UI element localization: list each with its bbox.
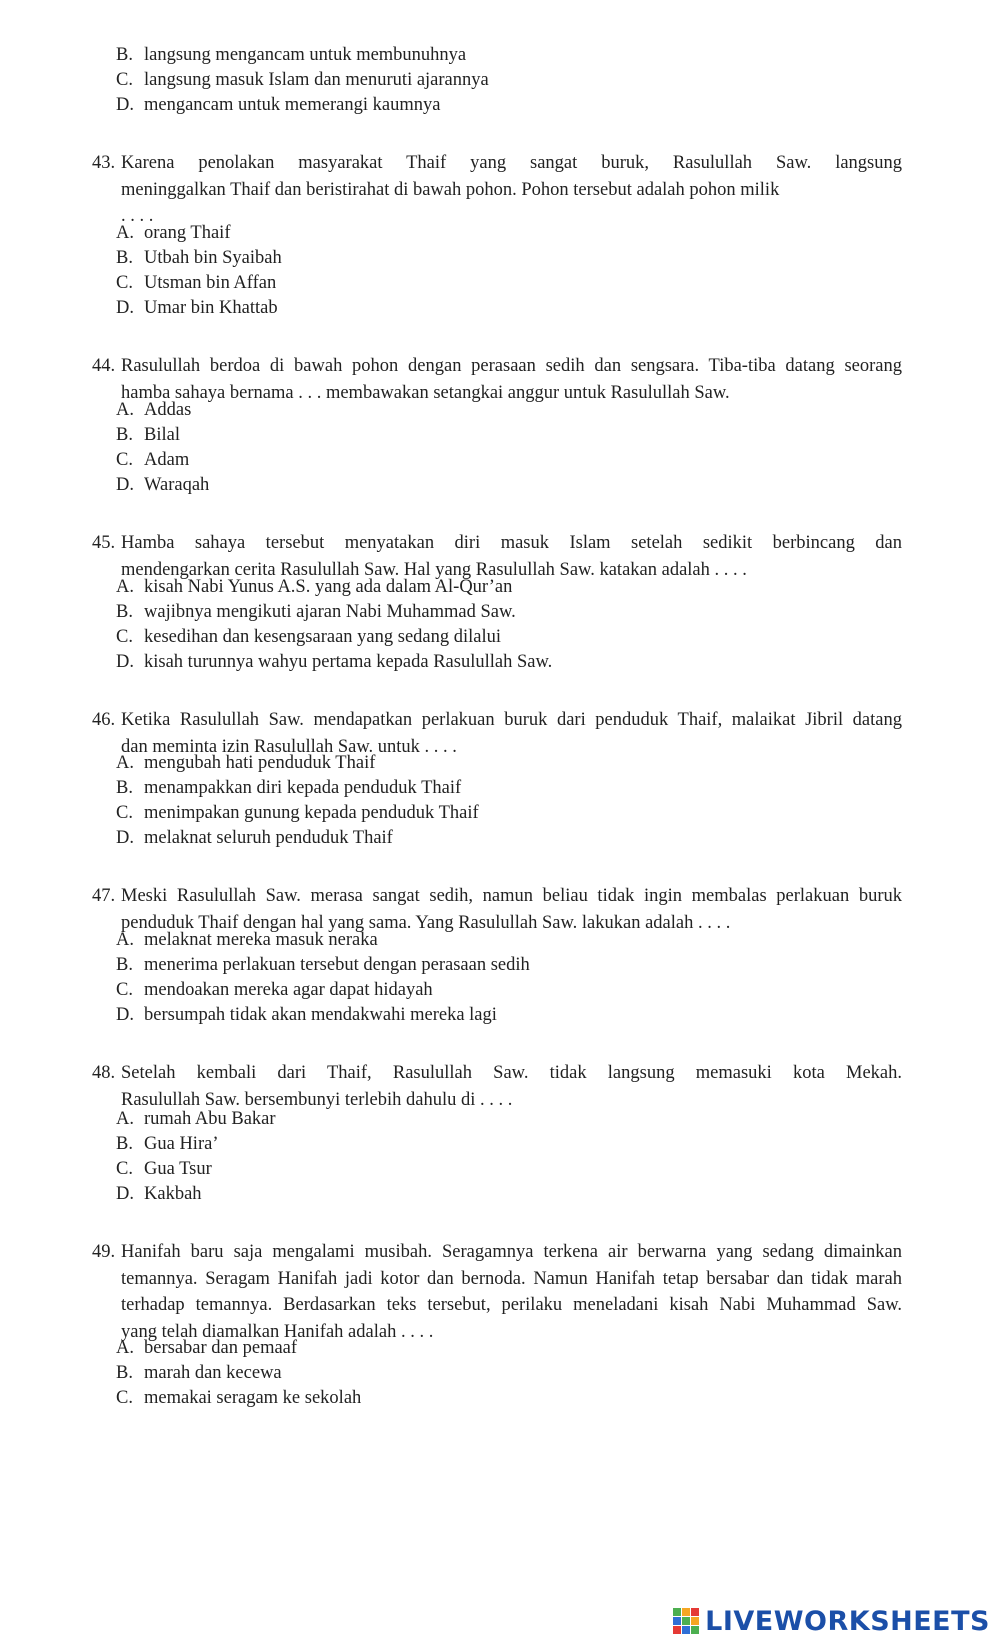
question-number: 44. (92, 356, 116, 376)
option-b[interactable]: B. menerima perlakuan tersebut dengan perasaan sedih (116, 955, 530, 975)
option-c[interactable]: C. Utsman bin Affan (116, 273, 277, 293)
liveworksheets-logo[interactable] (673, 1603, 990, 1639)
question-number: 47. (92, 886, 116, 906)
option-b[interactable]: B. langsung mengancam untuk membunuhnya (116, 45, 467, 65)
question-text: Karena penolakan masyarakat Thaif yang sangat buruk, Rasulullah Saw. langsung meninggalkan Thaif dan beristirahat di bawah pohon. Pohon tersebut adalah pohon milik . . . . (121, 153, 902, 226)
option-d[interactable]: D. Waraqah (116, 475, 210, 495)
option-a[interactable]: A. mengubah hati penduduk Thaif (116, 753, 376, 773)
option-a[interactable]: A. kisah Nabi Yunus A.S. yang ada dalam Al-Qur’an (116, 577, 513, 597)
option-c[interactable]: C. menimpakan gunung kepada penduduk Thaif (116, 803, 479, 823)
question-text: Rasulullah berdoa di bawah pohon dengan perasaan sedih dan sengsara. Tiba-tiba datang seorang hamba sahaya bernama . . . membawakan setangkai anggur untuk Rasulullah Saw. (121, 356, 902, 403)
question-number: 49. (92, 1242, 116, 1262)
option-c[interactable]: C. langsung masuk Islam dan menuruti ajarannya (116, 70, 489, 90)
question-number: 46. (92, 710, 116, 730)
option-b[interactable]: B. Gua Hira’ (116, 1134, 219, 1154)
question-number: 45. (92, 533, 116, 553)
option-c[interactable]: C. kesedihan dan kesengsaraan yang sedang dilalui (116, 627, 502, 647)
option-a[interactable]: A. orang Thaif (116, 223, 231, 243)
option-d[interactable]: D. melaknat seluruh penduduk Thaif (116, 828, 393, 848)
question-44 (92, 353, 902, 406)
option-d[interactable]: D. Umar bin Khattab (116, 298, 278, 318)
option-a[interactable]: A. bersabar dan pemaaf (116, 1338, 298, 1358)
question-number: 48. (92, 1063, 116, 1083)
question-number: 43. (92, 153, 116, 173)
option-b[interactable]: B. menampakkan diri kepada penduduk Thaif (116, 778, 462, 798)
option-d[interactable]: D. mengancam untuk memerangi kaumnya (116, 95, 441, 115)
option-b[interactable]: B. Bilal (116, 425, 180, 445)
question-text: Setelah kembali dari Thaif, Rasulullah Saw. tidak langsung memasuki kota Mekah. Rasulullah Saw. bersembunyi terlebih dahulu di . . . . (121, 1063, 902, 1110)
option-d[interactable]: D. bersumpah tidak akan mendakwahi mereka lagi (116, 1005, 497, 1025)
option-b[interactable]: B. wajibnya mengikuti ajaran Nabi Muhammad Saw. (116, 602, 516, 622)
option-d[interactable]: D. Kakbah (116, 1184, 202, 1204)
question-text: Hanifah baru saja mengalami musibah. Seragamnya terkena air berwarna yang sedang dimainkan temannya. Seragam Hanifah jadi kotor dan bernoda. Namun Hanifah tetap bersabar dan tidak marah terhadap temannya. Berdasarkan teks tersebut, perilaku meneladani kisah Nabi Muhammad Saw. yang telah diamalkan Hanifah adalah . . . . (121, 1242, 902, 1342)
option-c[interactable]: C. memakai seragam ke sekolah (116, 1388, 362, 1408)
option-a[interactable]: A. rumah Abu Bakar (116, 1109, 276, 1129)
option-a[interactable]: A. melaknat mereka masuk neraka (116, 930, 378, 950)
option-a[interactable]: A. Addas (116, 400, 192, 420)
logo-text: LIVEWORKSHEETS (705, 1605, 990, 1637)
question-text: Meski Rasulullah Saw. merasa sangat sedih, namun beliau tidak ingin membalas perlakuan buruk penduduk Thaif dengan hal yang sama. Yang Rasulullah Saw. lakukan adalah . . . . (121, 886, 902, 933)
option-b[interactable]: B. Utbah bin Syaibah (116, 248, 282, 268)
question-text: Ketika Rasulullah Saw. mendapatkan perlakuan buruk dari penduduk Thaif, malaikat Jibril datang dan meminta izin Rasulullah Saw. untuk . . . . (121, 710, 902, 757)
option-c[interactable]: C. mendoakan mereka agar dapat hidayah (116, 980, 433, 1000)
option-c[interactable]: C. Gua Tsur (116, 1159, 212, 1179)
liveworksheets-logo-icon (673, 1608, 699, 1634)
option-b[interactable]: B. marah dan kecewa (116, 1363, 282, 1383)
question-49 (92, 1239, 902, 1345)
question-43 (92, 150, 902, 230)
question-text: Hamba sahaya tersebut menyatakan diri masuk Islam setelah sedikit berbincang dan mendengarkan cerita Rasulullah Saw. Hal yang Rasulullah Saw. katakan adalah . . . . (121, 533, 902, 580)
option-c[interactable]: C. Adam (116, 450, 190, 470)
option-d[interactable]: D. kisah turunnya wahyu pertama kepada Rasulullah Saw. (116, 652, 553, 672)
